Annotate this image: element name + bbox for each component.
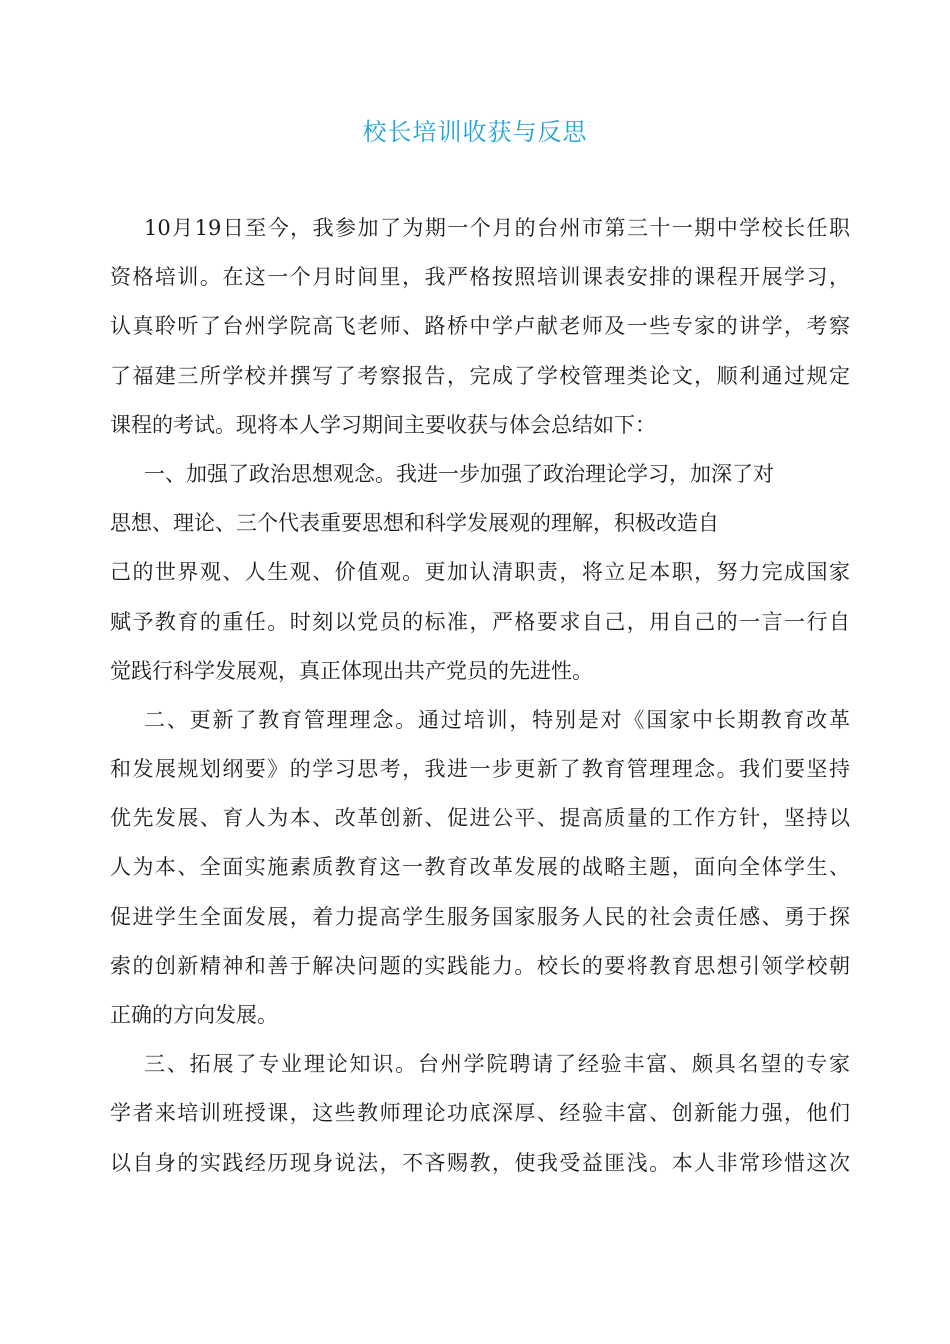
- text-line: 索的创新精神和善于解决问题的实践能力。校长的要将教育思想引领学校朝: [110, 953, 850, 978]
- text-line: 认真聆听了台州学院高飞老师、路桥中学卢献老师及一些专家的讲学，考察: [110, 314, 850, 339]
- text-line: 促进学生全面发展，着力提高学生服务国家服务人民的社会责任感、勇于探: [110, 904, 850, 929]
- text-line: 以自身的实践经历现身说法，不吝赐教，使我受益匪浅。本人非常珍惜这次: [110, 1150, 850, 1175]
- text-line: 资格培训。在这一个月时间里，我严格按照培训课表安排的课程开展学习，: [110, 265, 850, 290]
- text-line: 人为本、全面实施素质教育这一教育改革发展的战略主题，面向全体学生、: [110, 855, 850, 880]
- text-line: 一、加强了政治思想观念。我进一步加强了政治理论学习，加深了对: [144, 461, 774, 486]
- text-line: 正确的方向发展。: [110, 1003, 278, 1027]
- text-line: 学者来培训班授课，这些教师理论功底深厚、经验丰富、创新能力强，他们: [110, 1101, 850, 1126]
- text-line: 赋予教育的重任。时刻以党员的标准，严格要求自己，用自己的一言一行自: [110, 609, 850, 634]
- text-line: 课程的考试。现将本人学习期间主要收获与体会总结如下：: [110, 412, 656, 437]
- text-line: 三、拓展了专业理论知识。台州学院聘请了经验丰富、颇具名望的专家: [144, 1052, 850, 1077]
- text-line: 觉践行科学发展观，真正体现出共产党员的先进性。: [110, 658, 593, 683]
- document-title: 校长培训收获与反思: [362, 118, 588, 146]
- text-line: 优先发展、育人为本、改革创新、促进公平、提高质量的工作方针，坚持以: [110, 806, 850, 831]
- text-line: 己的世界观、人生观、价值观。更加认清职责，将立足本职，努力完成国家: [110, 560, 850, 585]
- text-line: 10月19日至今，我参加了为期一个月的台州市第三十一期中学校长任职: [144, 216, 850, 240]
- text-line: 了福建三所学校并撰写了考察报告，完成了学校管理类论文，顺利通过规定: [110, 363, 850, 388]
- text-line: 思想、理论、三个代表重要思想和科学发展观的理解，积极改造自: [110, 511, 719, 536]
- text-line: 二、更新了教育管理理念。通过培训，特别是对《国家中长期教育改革: [144, 707, 850, 732]
- text-line: 和发展规划纲要》的学习思考，我进一步更新了教育管理理念。我们要坚持: [110, 757, 850, 782]
- document-body: [110, 204, 850, 1188]
